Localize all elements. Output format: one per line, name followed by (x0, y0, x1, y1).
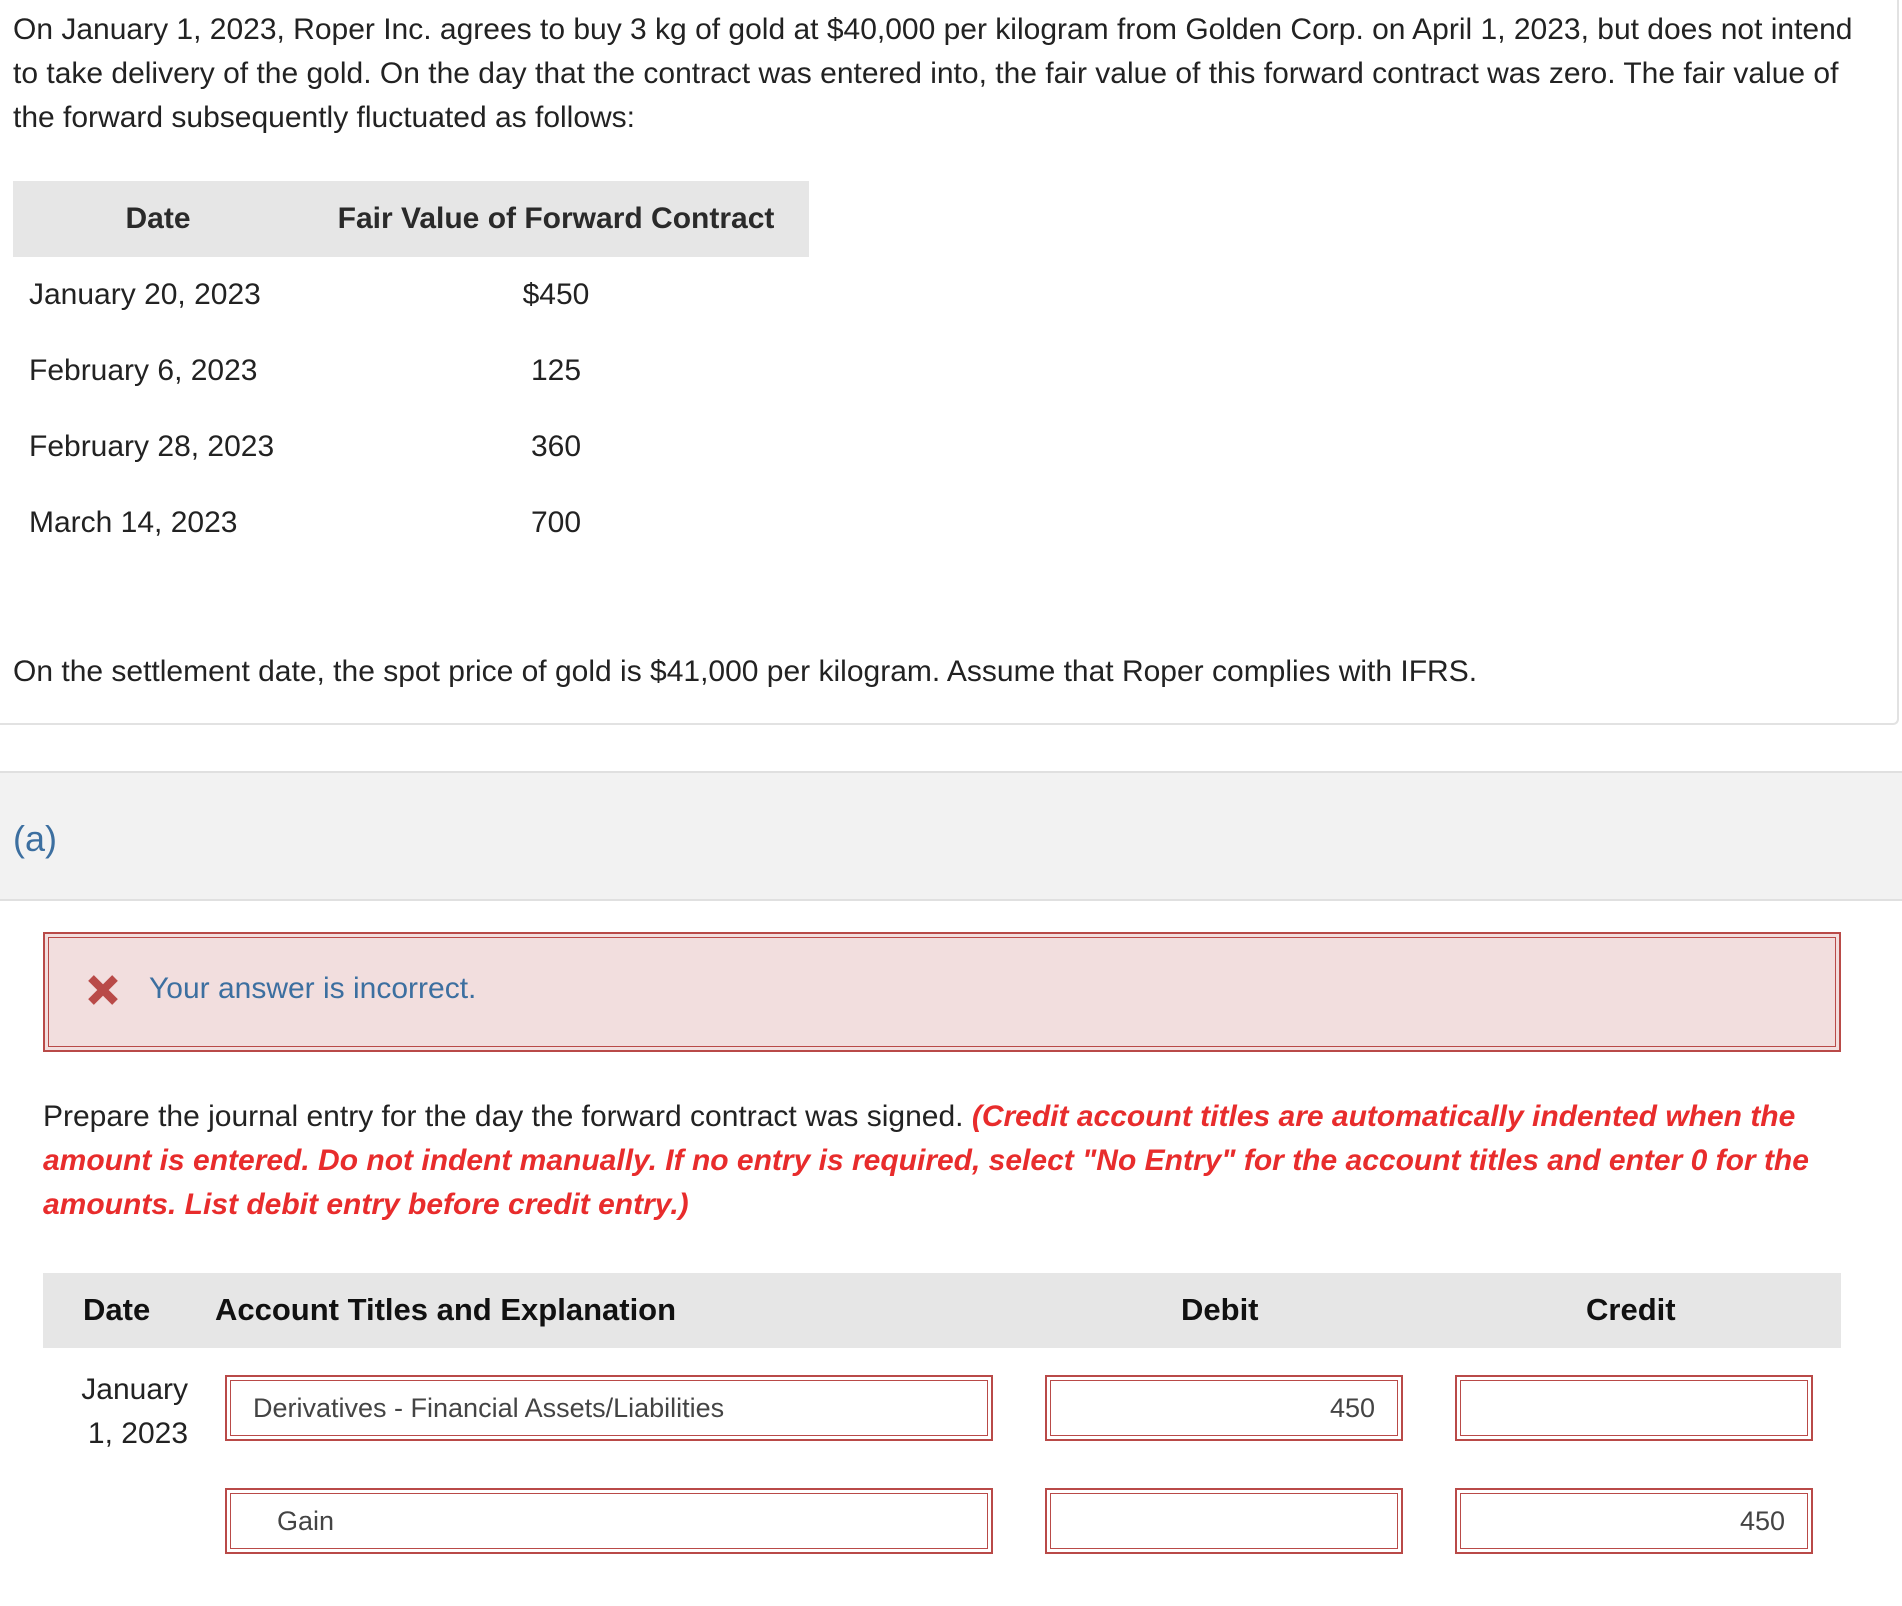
journal-header-date: Date (83, 1292, 151, 1327)
debit-field-2[interactable] (1045, 1488, 1403, 1554)
instructions-note: (Credit account titles are automatically indented when the amount is entered. Do not indent manually. If no entry is required, select "No Entry" for the account titles and enter 0 for the amounts. List debit entry before credit entry.) (43, 1100, 1809, 1221)
feedback-alert (43, 932, 1841, 1052)
account-title-field-2[interactable]: Gain (225, 1488, 993, 1554)
journal-header-credit: Credit (1586, 1292, 1676, 1327)
settlement-text: On the settlement date, the spot price of gold is $41,000 per kilogram. Assume that Roper complies with IFRS. (13, 655, 1478, 688)
column-header-fair-value: Fair Value of Forward Contract (303, 181, 809, 257)
debit-field-1[interactable]: 450 (1045, 1375, 1403, 1441)
table-header-row (13, 181, 809, 257)
table-row (13, 485, 809, 561)
table-row (13, 257, 809, 333)
credit-field-2[interactable]: 450 (1455, 1488, 1813, 1554)
instructions-main: Prepare the journal entry for the day the forward contract was signed. (43, 1100, 972, 1133)
part-header (0, 771, 1902, 901)
table-row (13, 409, 809, 485)
journal-header-debit: Debit (1181, 1292, 1259, 1327)
row-value: 360 (530, 430, 582, 463)
row-date: March 14, 2023 (29, 506, 238, 539)
credit-field-1[interactable] (1455, 1375, 1813, 1441)
journal-date-line1: January (81, 1373, 188, 1406)
journal-header-account: Account Titles and Explanation (215, 1292, 677, 1327)
problem-intro: On January 1, 2023, Roper Inc. agrees to buy 3 kg of gold at $40,000 per kilogram from Golden Corp. on April 1, 2023, but does not intend to take delivery of the gold. On the day that the contract was entered into, the fair value of this forward contract was zero. The fair value of the forward subsequently fluctuated as follows: (13, 13, 1853, 134)
row-date: February 28, 2023 (29, 430, 275, 463)
part-label: (a) (13, 818, 57, 859)
feedback-text: Your answer is incorrect. (149, 972, 477, 1005)
row-date: January 20, 2023 (29, 278, 261, 311)
table-row (13, 333, 809, 409)
row-date: February 6, 2023 (29, 354, 258, 387)
journal-date-line2: 1, 2023 (87, 1417, 188, 1450)
x-icon (83, 970, 123, 1010)
row-value: 700 (530, 506, 582, 539)
row-value: 125 (530, 354, 582, 387)
journal-entry-date (60, 1368, 188, 1456)
column-header-date: Date (13, 181, 303, 257)
account-title-field-1[interactable]: Derivatives - Financial Assets/Liabilities (225, 1375, 993, 1441)
journal-header (43, 1273, 1841, 1348)
instructions (43, 1095, 1843, 1227)
row-value: $450 (522, 278, 590, 311)
fair-value-table (13, 181, 809, 561)
problem-card (0, 0, 1899, 725)
